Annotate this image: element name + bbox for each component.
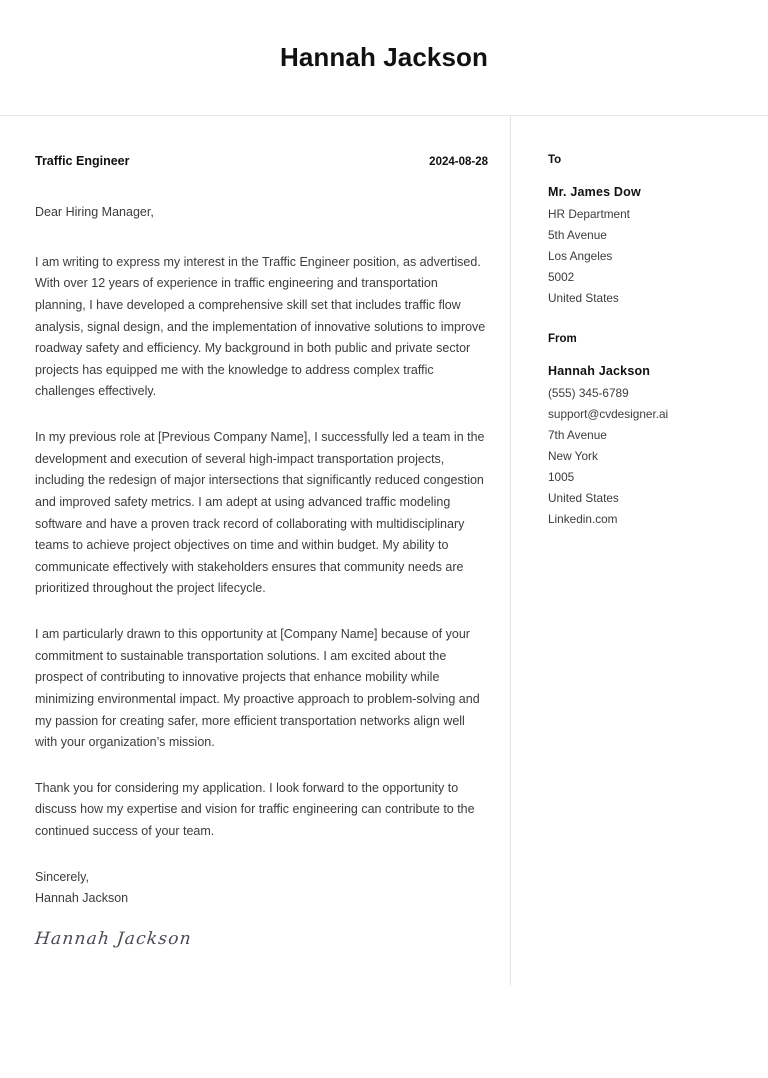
sender-linkedin[interactable]: Linkedin.com	[548, 511, 618, 526]
closing-salutation: Sincerely,	[35, 869, 89, 884]
recipient-line: 5th Avenue	[548, 227, 607, 242]
sender-line: 1005	[548, 469, 575, 484]
sender-name: Hannah Jackson	[548, 363, 651, 378]
letter-main-column	[0, 116, 510, 1078]
body-paragraph: I am particularly drawn to this opportunity at [Company Name] because of your commitment to sustainable transportation solutions. I am excited about the prospect of contributing to innovative projects that enhance mobility while minimizing environmental impact. My proactive approach to problem-solving and my passion for creating safer, more efficient transportation networks align well with your organization’s mission.	[35, 627, 480, 750]
sender-line: United States	[548, 490, 619, 505]
sender-phone: (555) 345-6789	[548, 385, 629, 400]
recipient-name: Mr. James Dow	[548, 185, 641, 199]
letter-body	[0, 116, 768, 1078]
salutation: Dear Hiring Manager,	[35, 205, 154, 219]
recipient-line: HR Department	[548, 207, 630, 221]
sender-label: From	[548, 332, 577, 345]
body-paragraph: I am writing to express my interest in the Traffic Engineer position, as advertised. With over 12 years of experience in traffic engineering and transportation planning, I have developed a comprehensive skill set that includes traffic flow analysis, signal design, and the implementation of innovative solutions to improve roadway safety and efficiency. My background in both public and private sector projects has equipped me with the knowledge to address complex traffic challenges effectively.	[35, 254, 486, 399]
subject-row	[35, 154, 488, 168]
recipient-line: 5002	[548, 269, 575, 284]
page-title: Hannah Jackson	[279, 42, 489, 72]
sender-block	[548, 364, 748, 530]
recipient-line: United States	[548, 290, 619, 305]
letter-date: 2024-08-28	[429, 156, 488, 168]
closing-block	[35, 867, 488, 910]
closing-name: Hannah Jackson	[35, 891, 129, 906]
recipient-line: Los Angeles	[548, 248, 613, 263]
job-title: Traffic Engineer	[35, 154, 130, 168]
signature: Hannah Jackson	[33, 928, 193, 949]
recipient-block	[548, 185, 748, 309]
recipient-label: To	[548, 154, 562, 166]
sender-line: New York	[548, 448, 598, 463]
body-paragraph: In my previous role at [Previous Company Name], I successfully led a team in the development and execution of several high-impact transportation projects, including the redesign of major intersections that significantly reduced congestion and improved safety metrics. I am adept at using advanced traffic modeling software and have a proven track record of collaborating with multidisciplinary teams to achieve project objectives on time and within budget. My ability to communicate effectively with stakeholders ensures that community needs are prioritized throughout the project lifecycle.	[35, 430, 485, 596]
sender-line: 7th Avenue	[548, 427, 607, 442]
sender-email[interactable]: support@cvdesigner.ai	[548, 406, 669, 421]
letter-side-column	[511, 116, 768, 1078]
letter-header	[0, 0, 768, 116]
body-paragraph: Thank you for considering my application. I look forward to the opportunity to discuss how my expertise and vision for traffic engineering can contribute to the continued success of your team.	[35, 780, 475, 838]
